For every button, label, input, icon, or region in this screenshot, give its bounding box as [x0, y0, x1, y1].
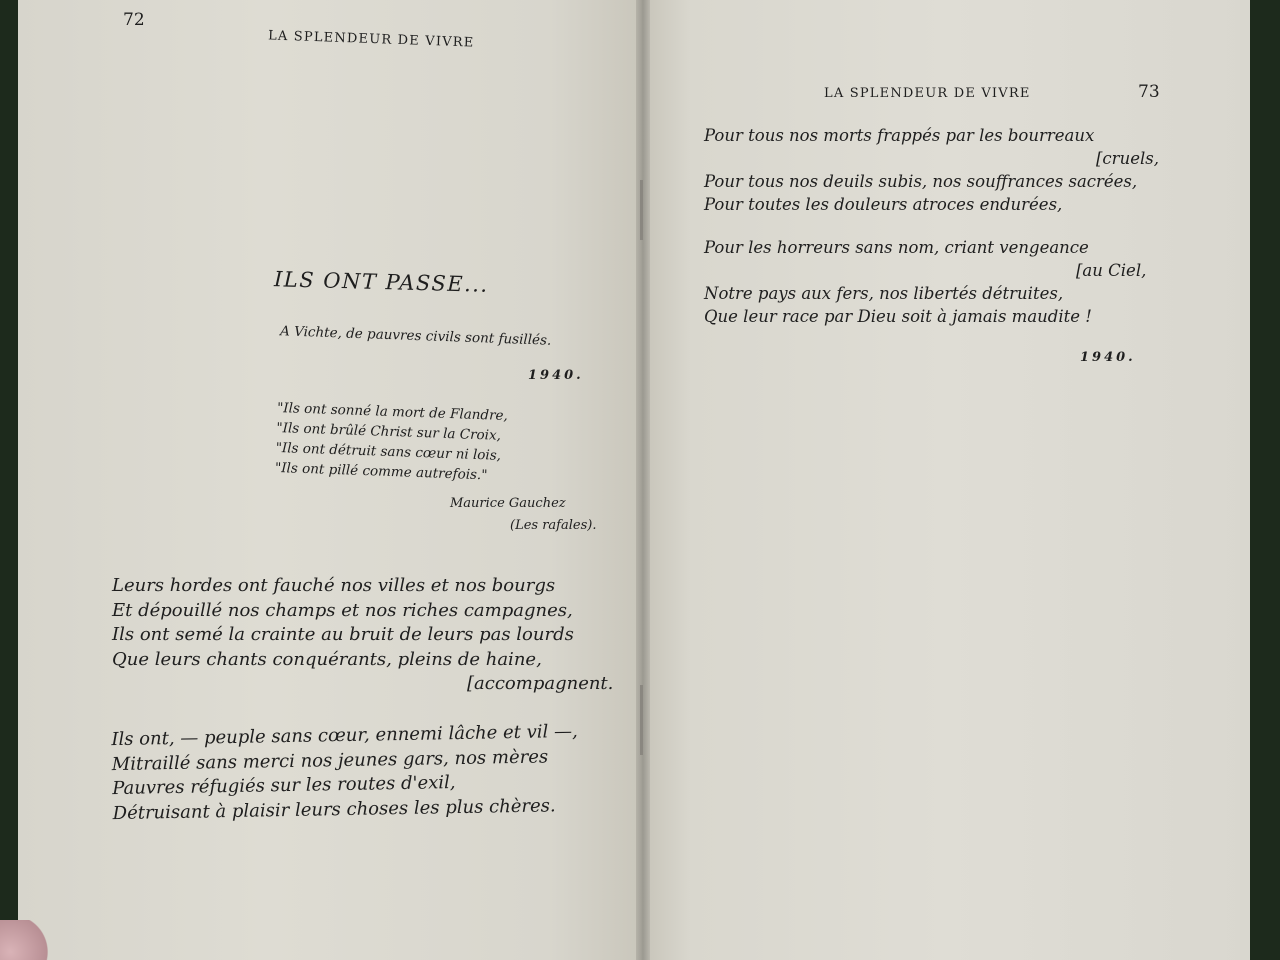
poem-date: 1940.: [528, 368, 584, 383]
verse-line: Pauvres réfugiés sur les routes d'exil,: [112, 772, 456, 800]
thumb: [0, 920, 52, 960]
verse-line: [cruels,: [1096, 149, 1159, 168]
stanza: [704, 236, 1146, 328]
page-number: 72: [123, 10, 145, 30]
verse-line: Ils ont, — peuple sans cœur, ennemi lâche et vil —,: [111, 720, 578, 751]
poem-subtitle: A Vichte, de pauvres civils sont fusillés.: [279, 323, 552, 349]
left-page: [18, 0, 642, 960]
verse-line: Leurs hordes ont fauché nos villes et nos bourgs: [112, 575, 556, 596]
epigraph-author: Maurice Gauchez: [450, 496, 566, 511]
verse-line: Pour tous nos morts frappés par les bourreaux: [704, 126, 1095, 145]
running-head: LA SPLENDEUR DE VIVRE: [824, 86, 1031, 101]
verse-line: [accompagnent.: [467, 673, 614, 694]
book-gutter: [636, 0, 650, 960]
verse-line: Détruisant à plaisir leurs choses les plus chères.: [112, 794, 556, 824]
binding-stitch: [640, 685, 643, 755]
running-head: LA SPLENDEUR DE VIVRE: [267, 28, 475, 51]
stanza: [112, 574, 613, 697]
verse-line: Ils ont semé la crainte au bruit de leurs pas lourds: [112, 624, 574, 645]
epigraph-line: "Ils ont détruit sans cœur ni lois,: [275, 439, 502, 464]
verse-line: Pour toutes les douleurs atroces endurées,: [704, 195, 1063, 214]
epigraph-line: "Ils ont sonné la mort de Flandre,: [276, 399, 509, 425]
page-number: 73: [1138, 82, 1160, 102]
verse-line: Pour les horreurs sans nom, criant vengeance: [704, 238, 1089, 257]
epigraph-line: "Ils ont brûlé Christ sur la Croix,: [276, 419, 502, 444]
verse-line: Que leur race par Dieu soit à jamais maudite !: [704, 307, 1092, 326]
right-page: [642, 0, 1250, 960]
epigraph-line: "Ils ont pillé comme autrefois.": [274, 459, 488, 484]
verse-line: Notre pays aux fers, nos libertés détruites,: [704, 284, 1064, 303]
verse-line: Que leurs chants conquérants, pleins de haine,: [112, 648, 542, 670]
poem-date: 1940.: [1080, 350, 1136, 365]
stanza: [704, 124, 1159, 216]
epigraph: [275, 398, 508, 486]
verse-line: Mitraillé sans merci nos jeunes gars, nos mères: [111, 745, 549, 775]
stanza: [111, 720, 579, 826]
verse-line: Pour tous nos deuils subis, nos souffrances sacrées,: [704, 172, 1138, 191]
binding-stitch: [640, 180, 643, 240]
verse-line: [au Ciel,: [1076, 261, 1147, 280]
epigraph-source: (Les rafales).: [510, 518, 597, 533]
verse-line: Et dépouillé nos champs et nos riches campagnes,: [112, 599, 573, 621]
poem-title: ILS ONT PASSE...: [273, 267, 489, 297]
